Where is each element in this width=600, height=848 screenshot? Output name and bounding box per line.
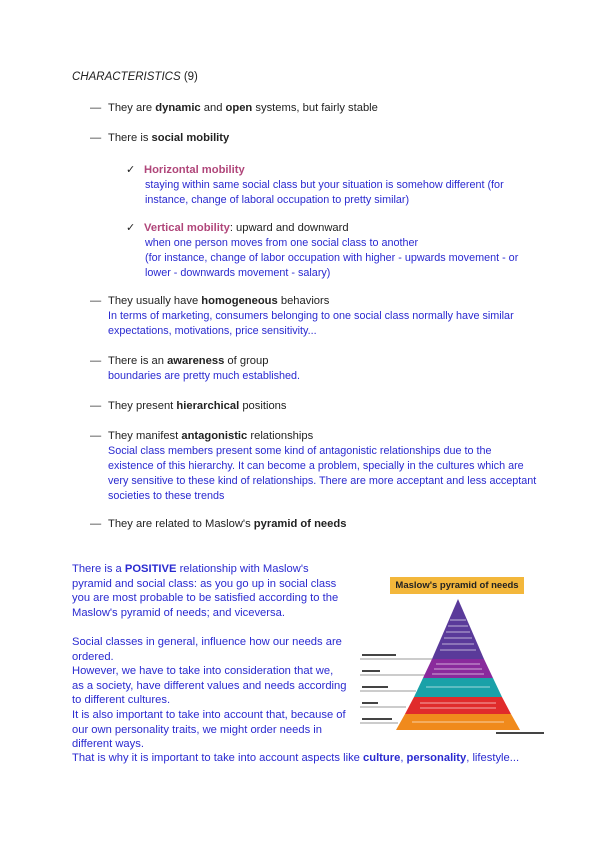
- check-item-vertical: ✓ Vertical mobility: upward and downward: [126, 222, 349, 234]
- list-item-social-mobility: — There is social mobility: [90, 132, 230, 144]
- vertical-mobility-desc-1: when one person moves from one social class to another: [145, 237, 419, 249]
- section-heading: CHARACTERISTICS (9): [72, 71, 198, 83]
- list-item-awareness: — There is an awareness of group: [90, 355, 269, 367]
- paragraph-personality: It is also important to take into account that, because of our own personality traits, we might order needs in different ways.: [72, 708, 346, 751]
- horizontal-mobility-desc: staying within same social class but your situation is somehow different (for instance, change of laboral occupation to pretty similar): [145, 179, 504, 206]
- list-item-maslow: — They are related to Maslow's pyramid of needs: [90, 518, 347, 530]
- awareness-desc: boundaries are pretty much established.: [108, 370, 301, 382]
- vertical-mobility-desc-2: (for instance, change of labor occupation with higher - upwards movement - or lower - downwards movement - salary): [145, 252, 519, 279]
- check-icon: ✓: [126, 222, 136, 234]
- maslow-relationship-text: [72, 562, 347, 752]
- conclusion-line: That is why it is important to take into account aspects like culture, personality, lifestyle...: [72, 752, 520, 764]
- antagonistic-desc: Social class members present some kind of antagonistic relationships due to the existence of this hierarchy. It can become a problem, specially in the cultures which are very sensitive to these kind of relationships. There are more acceptant and less acceptant societies to these trends: [108, 445, 537, 502]
- pyramid-layer-esteem: [423, 659, 493, 678]
- pyramid-layer-safety: [405, 697, 511, 714]
- check-icon: ✓: [126, 164, 136, 176]
- paragraph-cultures: However, we have to take into consideration that we, as a society, have different values and needs according to different cultures.: [72, 665, 347, 707]
- paragraph-positive: There is a POSITIVE relationship with Maslow's pyramid and social class: as you go up in social class you are most probable to be satisfied according to the Maslow's pyramid of needs; and viceversa.: [72, 563, 339, 619]
- check-item-horizontal: ✓ Horizontal mobility: [126, 164, 245, 176]
- list-item-dynamic: — They are dynamic and open systems, but fairly stable: [90, 102, 378, 114]
- paragraph-ordered: Social classes in general, influence how our needs are ordered.: [72, 635, 342, 663]
- list-item-antagonistic: — They manifest antagonistic relationships: [90, 430, 314, 442]
- list-item-homogeneous: — They usually have homogeneous behaviors: [90, 295, 330, 307]
- pyramid-title: Maslow's pyramid of needs: [390, 577, 524, 594]
- homogeneous-desc: In terms of marketing, consumers belonging to one social class normally have similar expectations, motivations, price sensitivity...: [108, 310, 514, 337]
- pyramid-graphic: [360, 575, 560, 735]
- list-item-hierarchical: — They present hierarchical positions: [90, 400, 287, 412]
- pyramid-layer-belonging: [414, 678, 502, 697]
- maslow-pyramid-figure: [360, 575, 560, 735]
